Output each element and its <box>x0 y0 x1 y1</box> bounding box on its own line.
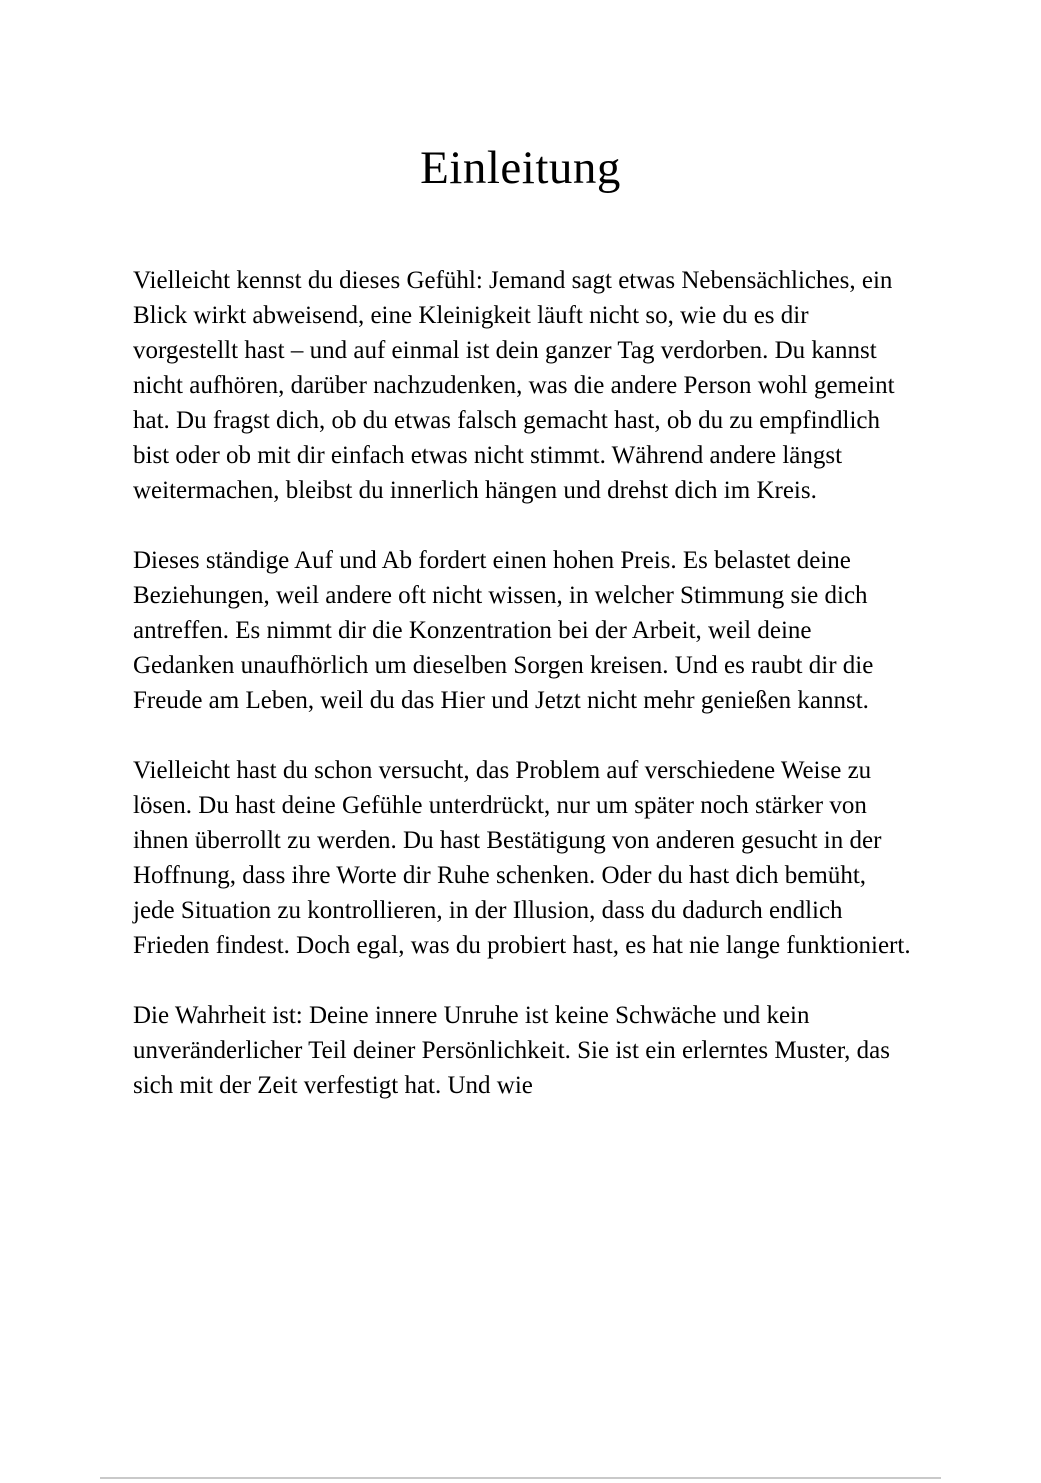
paragraph: Dieses ständige Auf und Ab fordert einen hohen Preis. Es belastet deine Beziehungen, weil andere oft nicht wissen, in welcher Stimmung sie dich antreffen. Es nimmt dir die Konzentration bei der Arbeit, weil deine Gedanken unaufhörlich um dieselben Sorgen kreisen. Und es raubt dir die Freude am Leben, weil du das Hier und Jetzt nicht mehr genießen kannst. <box>133 546 874 714</box>
paragraph: Die Wahrheit ist: Deine innere Unruhe ist keine Schwäche und kein unveränderlicher Teil deiner Persönlichkeit. Sie ist ein erlerntes Muster, das sich mit der Zeit verfestigt hat. Und wie <box>133 1001 890 1099</box>
page-content <box>133 263 911 1103</box>
paragraph: Vielleicht kennst du dieses Gefühl: Jemand sagt etwas Nebensächliches, ein Blick wirkt abweisend, eine Kleinigkeit läuft nicht so, wie du es dir vorgestellt hast – und auf einmal ist dein ganzer Tag verdorben. Du kannst nicht aufhören, darüber nachzudenken, was die andere Person wohl gemeint hat. Du fragst dich, ob du etwas falsch gemacht hast, ob du zu empfindlich bist oder ob mit dir einfach etwas nicht stimmt. Während andere längst weitermachen, bleibst du innerlich hängen und drehst dich im Kreis. <box>133 266 895 504</box>
next-page-edge-divider <box>100 1477 941 1479</box>
page-title: Einleitung <box>420 142 621 194</box>
paragraph: Vielleicht hast du schon versucht, das Problem auf verschiedene Weise zu lösen. Du hast deine Gefühle unterdrückt, nur um später noch stärker von ihnen überrollt zu werden. Du hast Bestätigung von anderen gesucht in der Hoffnung, dass ihre Worte dir Ruhe schenken. Oder du hast dich bemüht, jede Situation zu kontrollieren, in der Illusion, dass du dadurch endlich Frieden findest. Doch egal, was du probiert hast, es hat nie lange funktioniert. <box>133 756 911 959</box>
